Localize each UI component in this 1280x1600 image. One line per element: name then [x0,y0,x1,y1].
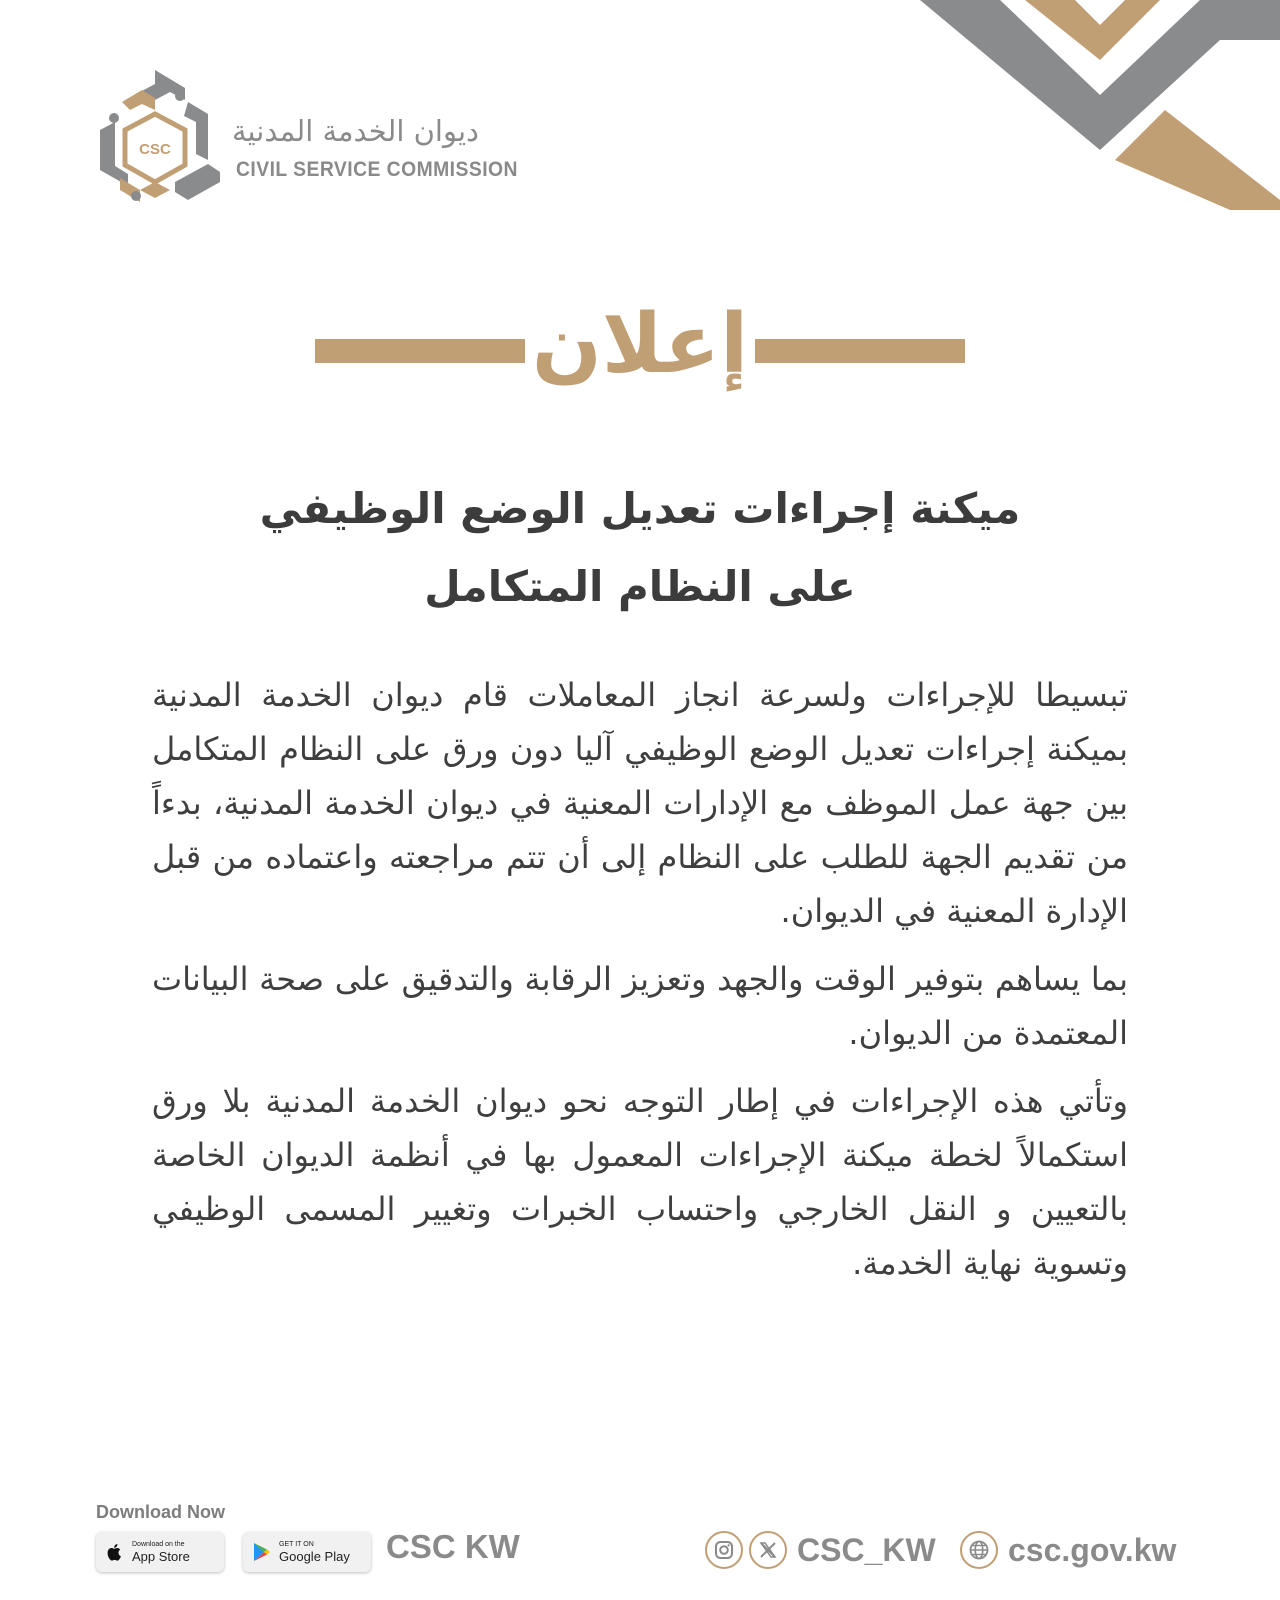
announcement-bar-right [755,339,965,363]
org-name-english: CIVIL SERVICE COMMISSION [236,158,518,181]
social-handle[interactable]: CSC_KW [797,1531,936,1568]
csc-logo [80,70,230,215]
logo-text: CSC [139,141,171,158]
app-store-badge[interactable] [96,1532,224,1572]
google-play-icon [253,1542,271,1562]
app-store-big-text: App Store [132,1548,190,1564]
app-name: CSC KW [386,1528,520,1565]
google-play-big-text: Google Play [279,1548,350,1564]
instagram-icon[interactable] [705,1531,743,1569]
body-paragraph-2: بما يساهم بتوفير الوقت والجهد وتعزيز الرقابة والتدقيق على صحة البيانات المعتمدة من الديوان. [152,960,1128,1052]
title-line-2: على النظام المتكامل [424,562,856,611]
page-title [160,470,1120,626]
website-url[interactable]: csc.gov.kw [1008,1531,1177,1568]
announcement-bar-left [315,339,525,363]
org-name-arabic: ديوان الخدمة المدنية [232,114,479,148]
social-links [705,1528,936,1572]
body-paragraph-1: تبسيطا للإجراءات ولسرعة انجاز المعاملات قام ديوان الخدمة المدنية بميكنة إجراءات تعديل الوضع الوظيفي آليا دون ورق على النظام المتكامل بين جهة عمل الموظف مع الإدارات المعنية في ديوان الخدمة المدنية، بدءاً من تقديم الجهة للطلب على النظام إلى أن تتم مراجعته واعتماده من قبل الإدارة المعنية في الديوان. [152,676,1128,930]
google-play-badge[interactable] [243,1532,371,1572]
download-label: Download Now [96,1502,225,1522]
apple-icon [106,1542,124,1562]
app-store-small-text: Download on the [132,1540,185,1548]
globe-icon[interactable] [960,1531,998,1569]
title-line-1: ميكنة إجراءات تعديل الوضع الوظيفي [259,484,1021,533]
announcement-body [152,668,1128,1304]
website-link [960,1528,1176,1572]
corner-decoration [900,0,1280,210]
x-twitter-icon[interactable] [749,1531,787,1569]
body-paragraph-3: وتأتي هذه الإجراءات في إطار التوجه نحو ديوان الخدمة المدنية بلا ورق استكمالاً لخطة ميكنة الإجراءات المعمول بها في أنظمة الديوان الخاصة بالتعيين و النقل الخارجي واحتساب الخبرات وتغيير المسمى الوظيفي وتسوية نهاية الخدمة. [152,1082,1128,1282]
announcement-label: إعلان [531,297,749,392]
google-play-small-text: GET IT ON [279,1540,314,1548]
